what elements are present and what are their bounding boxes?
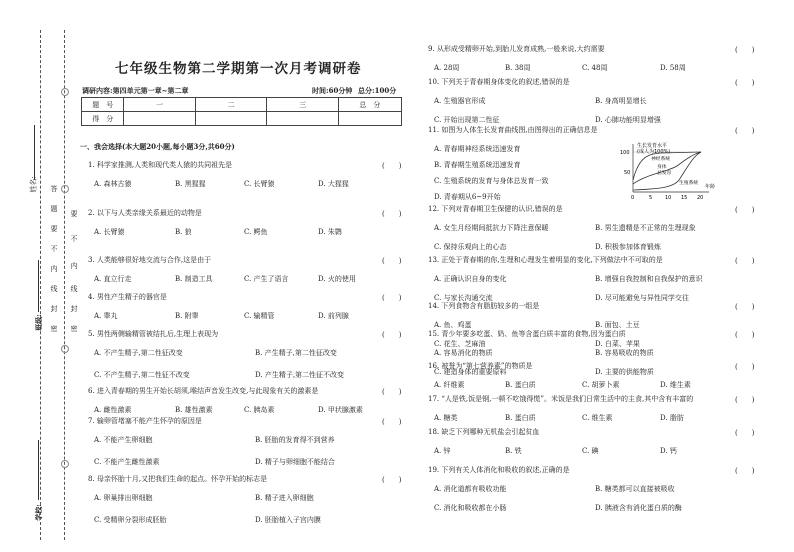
option-text: A. 青春期神经系统迅速发育 — [434, 145, 521, 153]
option-text: A. 森林古猿 — [94, 180, 132, 188]
option-text: C. 鳄鱼 — [244, 228, 268, 236]
option-text: C. 48周 — [582, 64, 608, 72]
option-text: C. 不能产生雌性激素 — [94, 458, 160, 466]
binding-note-char: 密 — [50, 325, 58, 333]
option-text: A. 卵巢排出卵细胞 — [94, 494, 153, 502]
figure-ylabel: 生长发育水平 — [637, 143, 668, 149]
score-input-cell[interactable] — [338, 112, 401, 126]
option-text: B. 铁 — [505, 447, 522, 455]
binding-note-char: 不 — [70, 235, 78, 243]
question-stem: 18. 缺乏下列哪种无机盐会引起贫血 — [428, 428, 540, 436]
option-text: C. 输精管 — [244, 312, 275, 320]
option-text: C. 产生了语言 — [244, 275, 289, 283]
binding-note-char: 封 — [50, 305, 58, 313]
option-text: D. 钙 — [660, 447, 677, 455]
answer-paren[interactable]: ( ) — [382, 162, 402, 170]
option-text: A. 纤维素 — [434, 381, 465, 389]
score-table — [81, 97, 402, 126]
answer-paren[interactable]: ( ) — [382, 388, 402, 396]
option-text: D. 精子与卵细胞不能结合 — [255, 458, 335, 466]
question-stem: 1. 科学家推测,人类和现代类人猿的共同祖先是 — [88, 161, 233, 169]
score-header-cell: 三 — [267, 98, 338, 112]
option-text: B. 容易吸收的物质 — [595, 349, 654, 357]
curve-label: 身体 — [657, 165, 667, 170]
option-text: C. 受精卵分裂形成胚胎 — [94, 516, 167, 524]
question-stem: 7. 输卵管堵塞不能产生怀孕的原因是 — [88, 417, 202, 425]
answer-paren[interactable]: ( ) — [735, 127, 755, 135]
option-text: D. 积极参加体育锻炼 — [595, 243, 661, 251]
score-input-cell[interactable] — [195, 112, 266, 126]
curve-label: 生殖系统 — [679, 181, 699, 186]
option-text: D. 脂肪 — [660, 414, 684, 422]
option-text: D. 主要的供能物质 — [595, 368, 654, 376]
binding-note-char: 要 — [50, 225, 58, 233]
binding-note-char: 内 — [50, 265, 58, 273]
option-text: B. 狼 — [175, 228, 192, 236]
score-header-cell: 题 号 — [82, 98, 124, 112]
answer-paren[interactable]: ( ) — [735, 467, 755, 475]
question-stem: 10. 下列关于青春期身体变化的叙述,错误的是 — [428, 78, 570, 86]
option-text: B. 黑猩猩 — [175, 180, 206, 188]
option-text: D. 58周 — [660, 64, 686, 72]
question-stem: 9. 从形成受精卵开始,到胎儿发育成熟,一般来说,大约需要 — [428, 45, 605, 53]
answer-paren[interactable]: ( ) — [735, 429, 755, 437]
option-text: D. 大猩猩 — [318, 180, 349, 188]
school-underline — [38, 440, 39, 500]
option-text: D. 青春期从6~9开始 — [434, 193, 501, 201]
question-stem: 17. “人是铁,饭是钢,一顿不吃饿得慌”。米饭是我们日常生活中的主食,其中含有丰富的 — [428, 395, 694, 403]
answer-paren[interactable]: ( ) — [382, 331, 402, 339]
option-text: A. 锌 — [434, 447, 451, 455]
question-stem: 15. 青少年要多吃蛋、奶、鱼等含蛋白质丰富的食物,因为蛋白质 — [428, 330, 626, 338]
option-text: C. 长臂猿 — [244, 180, 275, 188]
option-text: C. 碘 — [582, 447, 599, 455]
score-label-cell: 得 分 — [82, 112, 124, 126]
answer-paren[interactable]: ( ) — [382, 294, 402, 302]
option-text: A. 雌性激素 — [94, 406, 132, 414]
option-text: B. 蛋白质 — [505, 381, 536, 389]
class-underline — [38, 260, 39, 312]
question-stem: 8. 母亲怀胎十月,又把我们生命的起点。怀孕开始的标志是 — [88, 475, 268, 483]
answer-paren[interactable]: ( ) — [382, 476, 402, 484]
option-text: B. 胚胎的发育得不到营养 — [255, 436, 335, 444]
option-text: B. 雄性激素 — [175, 406, 213, 414]
option-text: B. 制造工具 — [175, 275, 213, 283]
option-text: B. 男生遗精是不正常的生理现象 — [595, 224, 696, 232]
option-text: C. 保持乐观向上的心态 — [434, 243, 507, 251]
answer-paren[interactable]: ( ) — [382, 210, 402, 218]
option-text: A. 容易消化的物质 — [434, 349, 493, 357]
binding-note-char: 密 — [70, 325, 78, 333]
answer-paren[interactable]: ( ) — [382, 418, 402, 426]
option-text: B. 蛋白质 — [505, 414, 536, 422]
figure-ylabel-unit: (成人为100%) — [637, 149, 671, 155]
option-text: B. 产生精子,第二性征改变 — [255, 349, 337, 357]
option-text: A. 鱼、鸡蛋 — [434, 321, 472, 329]
figure-y-tick: 100 — [620, 150, 630, 156]
option-text: D. 前列腺 — [318, 312, 349, 320]
binding-hole — [61, 460, 69, 468]
binding-note-char: 内 — [70, 262, 78, 270]
curve-label: 神经系统 — [651, 157, 671, 162]
school-label: 学校: — [33, 504, 43, 521]
option-text: A. 不产生精子,第二性征改变 — [94, 349, 183, 357]
option-text: D. 胰液含有消化蛋白质的酶 — [595, 504, 682, 512]
question-stem: 11. 如图为人体生长发育曲线图,由图得出的正确信息是 — [428, 126, 598, 134]
question-stem: 12. 下列对青春期卫生保健的认识,错误的是 — [428, 205, 563, 213]
question-stem: 14. 下列食物含有脂肪较多的一组是 — [428, 302, 540, 310]
option-text: A. 消化道都有吸收功能 — [434, 485, 507, 493]
question-stem: 2. 以下与人类亲缘关系最近的动物是 — [88, 209, 202, 217]
binding-note-char: 不 — [50, 245, 58, 253]
option-text: B. 精子进入卵细胞 — [255, 494, 314, 502]
option-text: B. 面包、土豆 — [595, 321, 640, 329]
curve-label: 总发育 — [657, 171, 672, 176]
binding-note-char: 线 — [70, 285, 78, 293]
option-text: A. 直立行走 — [94, 275, 132, 283]
answer-paren[interactable]: ( ) — [735, 363, 755, 371]
figure-x-tick: 15 — [681, 195, 688, 201]
option-text: D. 心肺功能明显增强 — [595, 116, 661, 124]
option-text: D. 尽可能避免与异性同学交往 — [595, 294, 689, 302]
answer-paren[interactable]: ( ) — [382, 257, 402, 265]
option-text: C. 消化和吸收都在小肠 — [434, 504, 507, 512]
page-title: 七年级生物第二学期第一次月考调研卷 — [115, 61, 362, 77]
figure-xlabel: 年龄 — [705, 184, 716, 190]
question-stem: 16. 被誉为“第七营养素”的物质是 — [428, 362, 533, 370]
question-stem: 4. 男性产生精子的器官是 — [88, 293, 167, 301]
name-underline — [34, 125, 35, 180]
option-text: A. 28周 — [434, 64, 460, 72]
option-text: C. 与家长沟通交流 — [434, 294, 493, 302]
exam-total: 总分:100分 — [358, 86, 397, 95]
option-text: D. 维生素 — [660, 381, 691, 389]
option-text: C. 胡萝卜素 — [582, 381, 620, 389]
score-header-cell: 总 分 — [338, 98, 401, 112]
option-text: C. 建造身体的重要原料 — [434, 368, 507, 376]
option-text: C. 生殖系统的发育与身体总发育一致 — [434, 177, 549, 185]
growth-curve-figure — [617, 140, 722, 202]
score-input-cell[interactable] — [267, 112, 338, 126]
option-text: D. 朱鹮 — [318, 228, 342, 236]
answer-paren[interactable]: ( ) — [735, 206, 755, 214]
binding-note-char: 答 — [50, 185, 58, 193]
option-text: A. 正确认识自身的变化 — [434, 275, 507, 283]
option-text: D. 胚胎植入子宫内膜 — [255, 516, 321, 524]
option-text: C. 开始出现第二性征 — [434, 116, 500, 124]
answer-paren[interactable]: ( ) — [735, 257, 755, 265]
option-text: A. 生殖器官形成 — [434, 97, 486, 105]
binding-hole — [61, 88, 69, 96]
answer-paren[interactable]: ( ) — [735, 46, 755, 54]
option-text: B. 青春期生殖系统迅速发育 — [434, 161, 521, 169]
answer-paren[interactable]: ( ) — [735, 396, 755, 404]
figure-x-tick: 5 — [649, 195, 653, 201]
option-text: D. 白菜、苹果 — [595, 340, 640, 348]
binding-note-char: 题 — [50, 205, 58, 213]
option-text: C. 不产生精子,第二性征不改变 — [94, 371, 190, 379]
option-text: A. 睾丸 — [94, 312, 118, 320]
question-stem: 13. 正处于青春期的你,生理和心理发生着明显的变化,下列做法中不可取的是 — [428, 256, 663, 264]
score-table-row — [82, 112, 402, 126]
figure-x-tick: 20 — [697, 195, 704, 201]
answer-paren[interactable]: ( ) — [735, 79, 755, 87]
score-table-row — [82, 98, 402, 112]
option-text: A. 长臂猿 — [94, 228, 125, 236]
option-text: C. 维生素 — [582, 414, 613, 422]
class-label: 班级: — [33, 314, 43, 331]
score-header-cell: 一 — [124, 98, 195, 112]
answer-paren[interactable]: ( ) — [735, 331, 755, 339]
option-text: D. 火的使用 — [318, 275, 356, 283]
answer-paren[interactable]: ( ) — [735, 303, 755, 311]
question-stem: 5. 男性两侧输精管被结扎后,生理上表现为 — [88, 330, 219, 338]
option-text: B. 增强自我控制和自我保护的意识 — [595, 275, 703, 283]
name-label: 姓名: — [29, 176, 38, 193]
figure-x-tick: 10 — [665, 195, 672, 201]
question-stem: 6. 进入青春期的男生开始长胡须,喉结声音发生改变,与此现象有关的激素是 — [88, 387, 319, 395]
exam-time: 时间:60分钟 — [312, 86, 353, 95]
figure-x-tick: 0 — [631, 195, 635, 201]
figure-y-tick: 50 — [624, 170, 631, 176]
binding-hole — [61, 185, 69, 193]
binding-dash-line-outer — [40, 30, 41, 540]
option-text: B. 身高明显增长 — [595, 97, 647, 105]
option-text: D. 产生精子,第二性征不改变 — [255, 371, 345, 379]
option-text: A. 女生月经期间抵抗力下降注意保暖 — [434, 224, 549, 232]
score-input-cell[interactable] — [124, 112, 195, 126]
binding-note-char: 要 — [70, 210, 78, 218]
section-heading: 一、我会选择(本大题20小题,每小题3分,共60分) — [80, 142, 235, 151]
option-text: C. 花生、芝麻油 — [434, 340, 486, 348]
binding-note-char: 线 — [50, 285, 58, 293]
option-text: A. 不能产生卵细胞 — [94, 436, 153, 444]
content-scope: 调研内容:第四单元第一章~第二章 — [82, 86, 189, 95]
binding-note-char: 封 — [70, 305, 78, 313]
option-text: A. 糖类 — [434, 414, 458, 422]
option-text: C. 胰岛素 — [244, 406, 275, 414]
binding-hole — [61, 345, 69, 353]
option-text: D. 甲状腺激素 — [318, 406, 363, 414]
option-text: B. 附睾 — [175, 312, 199, 320]
question-stem: 3. 人类能够很好地交流与合作,这是由于 — [88, 256, 212, 264]
score-header-cell: 二 — [195, 98, 266, 112]
question-stem: 19. 下列有关人体消化和吸收的叙述,正确的是 — [428, 466, 570, 474]
option-text: B. 38周 — [505, 64, 531, 72]
option-text: B. 糖类都可以直接被吸收 — [595, 485, 675, 493]
